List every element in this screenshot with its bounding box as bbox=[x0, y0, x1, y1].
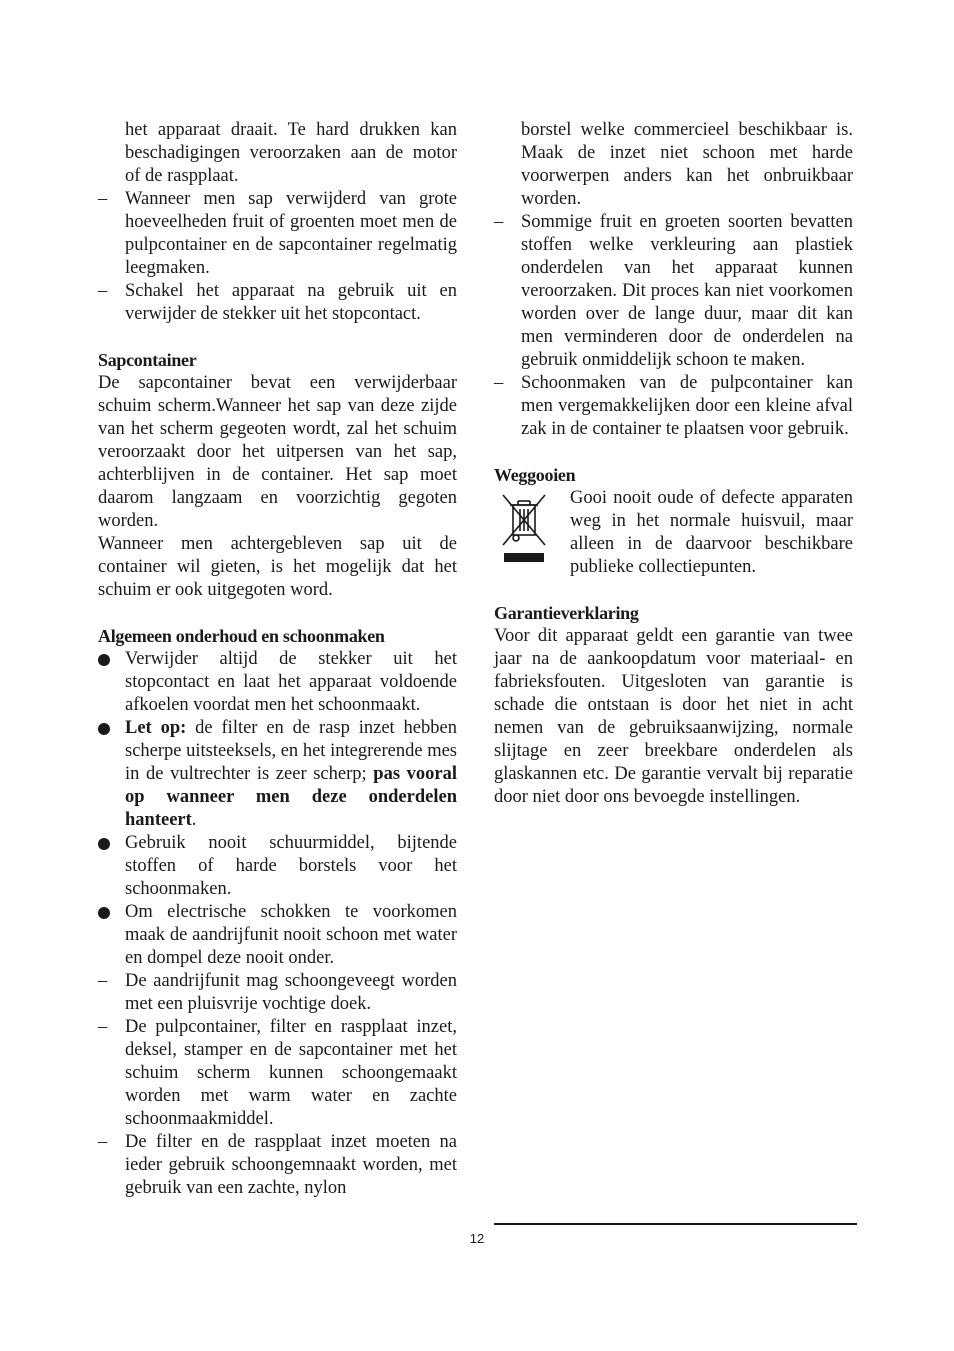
dash-marker: – bbox=[98, 1017, 108, 1037]
right-column bbox=[494, 119, 853, 809]
disposal-text: Gooi nooit oude of defecte apparaten weg in het normale huisvuil, maar alleen in de daarvoor beschikbare publieke collectiepunten. bbox=[570, 488, 853, 577]
dash-marker: – bbox=[98, 971, 108, 991]
section-heading-garantie: Garantieverklaring bbox=[494, 603, 639, 623]
list-item bbox=[98, 1131, 457, 1200]
warning-label: Let op: bbox=[125, 718, 187, 738]
list-item-end: . bbox=[191, 810, 197, 830]
dash-marker: – bbox=[98, 1132, 108, 1152]
section-heading-onderhoud: Algemeen onderhoud en schoonmaken bbox=[98, 626, 385, 646]
bullet-dot-icon bbox=[98, 723, 110, 735]
disposal-block bbox=[494, 487, 853, 579]
sapcontainer-paragraph-1: De sapcontainer bevat een verwijderbaar schuim scherm.Wanneer het sap van deze zijde van het scherm gegeoten wordt, zal het schuim veroorzaakt door het uitpersen van het sap, achterblijven in de container. Het sap moet daarom langzaam en voorzichtig gegoten worden. bbox=[98, 373, 457, 531]
bullet-dot-icon bbox=[98, 907, 110, 919]
list-item bbox=[98, 648, 457, 717]
list-item-text: Gebruik nooit schuurmiddel, bijtende stoffen of harde borstels voor het schoonmaken. bbox=[125, 833, 457, 899]
list-item-text: De filter en de raspplaat inzet moeten na ieder gebruik schoongemnaakt worden, met gebruik van een zachte, nylon bbox=[125, 1132, 457, 1198]
list-item-text: De pulpcontainer, filter en raspplaat inzet, deksel, stamper en de sapcontainer met het schuim scherm kunnen schoongemaakt worden met warm water en zachte schoonmaakmiddel. bbox=[125, 1017, 457, 1129]
left-column bbox=[98, 119, 457, 1200]
sapcontainer-paragraph-2: Wanneer men achtergebleven sap uit de container wil gieten, is het mogelijk dat het schuim er ook uitgegoten word. bbox=[98, 534, 457, 600]
bullet-dot-icon bbox=[98, 654, 110, 666]
list-item bbox=[494, 372, 853, 441]
list-item bbox=[98, 717, 457, 832]
warning-emphasis: pas vooral op wanneer men deze onderdelen hanteert bbox=[125, 764, 457, 830]
list-item-text: Schoonmaken van de pulpcontainer kan men vergemakkelijken door een kleine afval zak in de container te plaatsen voor gebruik. bbox=[521, 373, 853, 439]
dash-marker: – bbox=[98, 281, 108, 301]
list-item-text: Schakel het apparaat na gebruik uit en verwijder de stekker uit het stopcontact. bbox=[125, 281, 457, 324]
dash-marker: – bbox=[494, 212, 504, 232]
list-item-text: de filter en de rasp inzet hebben scherpe uitsteeksels, en het integrerende mes in de vultrechter is zeer scherp; bbox=[125, 718, 457, 784]
footer-rule bbox=[494, 1223, 857, 1225]
list-item bbox=[98, 280, 457, 326]
continued-text: borstel welke commercieel beschikbaar is. Maak de inzet niet schoon met harde voorwerpen anders kan het onbruikbaar worden. bbox=[521, 120, 853, 209]
crossed-out-wheelie-bin-icon bbox=[494, 489, 554, 567]
list-item bbox=[98, 901, 457, 970]
section-heading-weggooien: Weggooien bbox=[494, 465, 576, 485]
bullet-dot-icon bbox=[98, 838, 110, 850]
intro-text: het apparaat draait. Te hard drukken kan beschadigingen veroorzaken aan de motor of de raspplaat. bbox=[125, 120, 457, 186]
dash-marker: – bbox=[494, 373, 504, 393]
list-item bbox=[98, 188, 457, 280]
list-item-text: Wanneer men sap verwijderd van grote hoeveelheden fruit of groenten moet men de pulpcontainer en de sapcontainer regelmatig leegmaken. bbox=[125, 189, 457, 278]
section-heading-sapcontainer: Sapcontainer bbox=[98, 350, 197, 370]
list-item bbox=[98, 1016, 457, 1131]
list-item bbox=[98, 970, 457, 1016]
list-item-text: Sommige fruit en groeten soorten bevatten stoffen welke verkleuring aan plastiek onderdelen van het apparaat kunnen veroorzaken. Dit proces kan niet voorkomen worden over de lange duur, maar dit kan men verminderen door de onderdelen na gebruik onmiddelijk schoon te maken. bbox=[521, 212, 853, 370]
warranty-text: Voor dit apparaat geldt een garantie van twee jaar na de aankoopdatum voor materiaal- en fabrieksfouten. Uitgesloten van garantie is schade die ontstaan is door het niet in acht nemen van de gebruiksaanwijzing, normale slijtage en zeer breekbare onderdelen als glaskannen etc. De garantie vervalt bij reparatie door niet door ons bevoegde instellingen. bbox=[494, 626, 853, 807]
dash-marker: – bbox=[98, 189, 108, 209]
list-item-text: De aandrijfunit mag schoongeveegt worden met een pluisvrije vochtige doek. bbox=[125, 971, 457, 1014]
page-number: 12 bbox=[469, 1231, 485, 1246]
list-item bbox=[494, 211, 853, 372]
list-item-text: Om electrische schokken te voorkomen maak de aandrijfunit nooit schoon met water en dompel deze nooit onder. bbox=[125, 902, 457, 968]
list-item bbox=[98, 832, 457, 901]
list-item-text: Verwijder altijd de stekker uit het stopcontact en laat het apparaat voldoende afkoelen voordat men het schoonmaakt. bbox=[125, 649, 457, 715]
